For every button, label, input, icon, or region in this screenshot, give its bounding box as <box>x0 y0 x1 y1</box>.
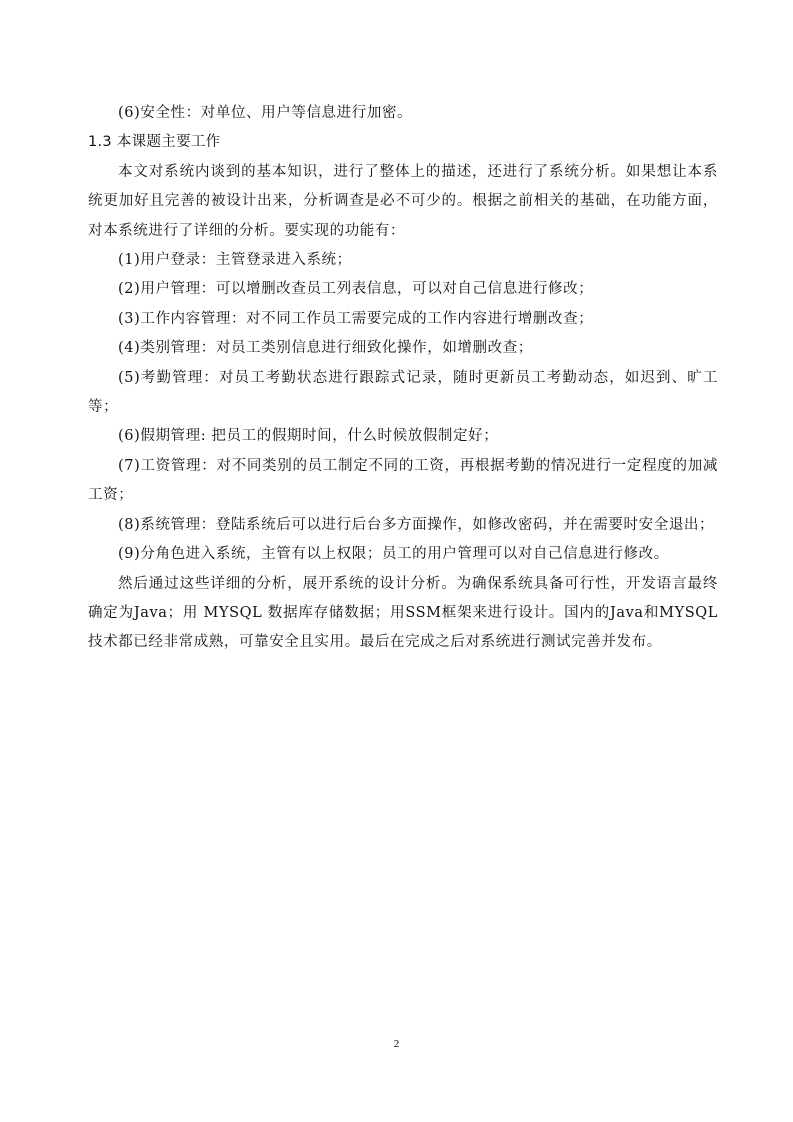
list-item-role-access: (9)分角色进入系统，主管有以上权限；员工的用户管理可以对自己信息进行修改。 <box>118 546 669 563</box>
list-item-user-management: (2)用户管理：可以增删改查员工列表信息，可以对自己信息进行修改； <box>118 281 594 298</box>
paragraph-security: (6)安全性：对单位、用户等信息进行加密。 <box>118 105 413 121</box>
list-item-work-content-management: (3)工作内容管理：对不同工作员工需要完成的工作内容进行增删改查； <box>118 310 594 327</box>
list-item-category-management: (4)类别管理：对员工类别信息进行细致化操作，如增删改查； <box>118 340 533 357</box>
list-item-attendance-management: (5)考勤管理：对员工考勤状态进行跟踪式记录，随时更新员工考勤动态，如迟到、旷工等； <box>88 369 718 416</box>
list-item-user-login: (1)用户登录：主管登录进入系统； <box>118 252 352 269</box>
list-item-salary-management: (7)工资管理：对不同类别的员工制定不同的工资，再根据考勤的情况进行一定程度的加减工资； <box>88 457 718 504</box>
section-heading: 1.3 本课题主要工作 <box>88 134 221 151</box>
paragraph-intro: 本文对系统内谈到的基本知识，进行了整体上的描述，还进行了系统分析。如果想让本系统更加好且完善的被设计出来，分析调查是必不可少的。根据之前相关的基础，在功能方面，对本系统进行了详细的分析。要实现的功能有： <box>88 163 718 239</box>
document-body <box>88 99 718 658</box>
list-item-system-management: (8)系统管理：登陆系统后可以进行后台多方面操作，如修改密码，并在需要时安全退出； <box>118 516 715 533</box>
list-item-holiday-management: (6)假期管理: 把员工的假期时间，什么时候放假制定好； <box>118 428 499 445</box>
page-number: 2 <box>393 1038 400 1050</box>
paragraph-conclusion: 然后通过这些详细的分析，展开系统的设计分析。为确保系统具备可行性，开发语言最终确定为Java；用 MYSQL 数据库存储数据；用SSM框架来进行设计。国内的Java和MYSQL 技术都已经非常成熟，可靠安全且实用。最后在完成之后对系统进行测试完善并发布。 <box>88 575 718 651</box>
